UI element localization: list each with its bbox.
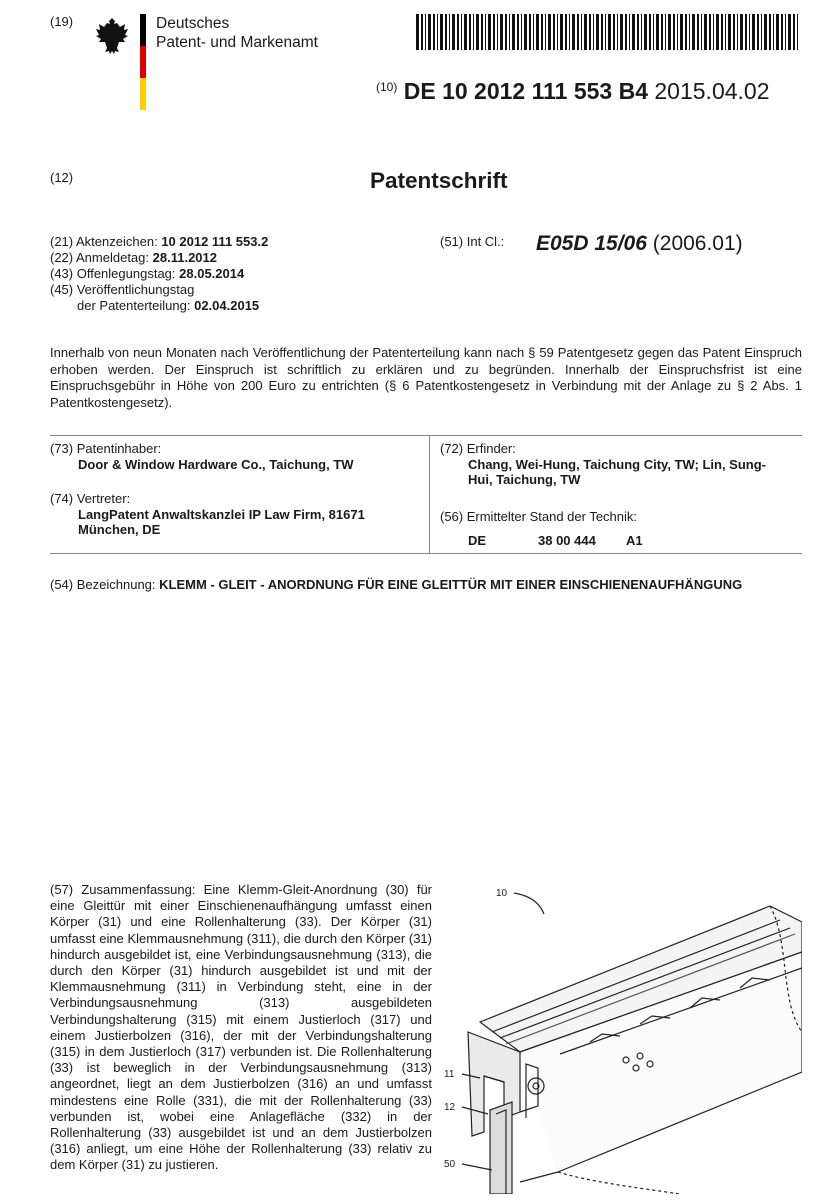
code-19: (19): [50, 14, 74, 29]
prior-art-country: DE: [468, 533, 487, 548]
owner-block: [50, 441, 420, 472]
ref-label-12: 12: [444, 1102, 456, 1113]
flag-red: [140, 46, 146, 78]
int-class-code: E05D 15/06: [536, 232, 647, 255]
prior-art-number: 38 00 444: [538, 533, 596, 548]
doc-code: (10): [376, 80, 398, 94]
table-bottom-rule: [50, 553, 802, 554]
prior-art-label: (56) Ermittelter Stand der Technik:: [440, 509, 638, 524]
inventor-block: [440, 441, 802, 487]
int-class-year: (2006.01): [652, 232, 743, 255]
office-name: [156, 14, 318, 52]
office-line-1: Deutsches: [156, 15, 230, 32]
flag-black: [140, 14, 146, 46]
prior-art-kind: A1: [626, 533, 643, 548]
publication-date: 28.05.2014: [179, 266, 245, 281]
grant-date-label: (45) Veröffentlichungstag: [50, 282, 195, 297]
designation-label: (54) Bezeichnung:: [50, 577, 156, 592]
owner-label: (73) Patentinhaber:: [50, 441, 162, 456]
office-line-2: Patent- und Markenamt: [156, 34, 318, 51]
flag-gold: [140, 78, 146, 110]
ref-label-50: 50: [444, 1159, 456, 1170]
application-number-label: (21) Aktenzeichen:: [50, 234, 158, 249]
doc-number: DE 10 2012 111 553 B4: [403, 78, 648, 104]
grant-date-label-2: der Patenterteilung:: [77, 298, 191, 313]
opposition-notice: Innerhalb von neun Monaten nach Veröffentlichung der Patenterteilung kann nach § 59 Patentgesetz gegen das Patent Einspruch erhoben werden. Der Einspruch ist schriftlich zu erklären und zu begründen. Innerhalb der Einspruchsfrist ist eine Einspruchsgebühr in Höhe von 200 Euro zu entrichten (§ 6 Patentkostengesetz in Verbindung mit der Anlage zu § 2 Abs. 1 Patentkostengesetz).: [50, 345, 802, 410]
grant-date: 02.04.2015: [194, 298, 260, 313]
patent-drawing-figure: [440, 882, 802, 1194]
owner-value: Door & Window Hardware Co., Taichung, TW: [78, 457, 354, 472]
filing-date-label: (22) Anmeldetag:: [50, 250, 150, 265]
representative-value-1: LangPatent Anwaltskanzlei IP Law Firm, 81671: [78, 507, 365, 522]
inventor-label: (72) Erfinder:: [440, 441, 516, 456]
representative-value-2: München, DE: [78, 522, 161, 537]
publication-date-label: (43) Offenlegungstag:: [50, 266, 176, 281]
doc-date: 2015.04.02: [654, 78, 770, 104]
inventor-value-1: Chang, Wei-Hung, Taichung City, TW; Lin, Sung-: [468, 457, 767, 472]
application-number: 10 2012 111 553.2: [161, 234, 269, 249]
representative-label: (74) Vertreter:: [50, 491, 131, 506]
german-flag-bar: [140, 14, 146, 110]
prior-art-entry: [440, 533, 802, 548]
bibliographic-data: [50, 234, 268, 314]
ref-label-10: 10: [496, 888, 508, 899]
abstract-text: (57) Zusammenfassung: Eine Klemm-Gleit-Anordnung (30) für eine Gleittür mit einer Einschienenaufhängung umfasst einen Körper (31) und eine Rollenhalterung (33). Der Körper (31) umfasst eine Klemmausnehmung (311), die durch den Körper (31) hindurch ausgebildet ist, eine Verbindungsausnehmung (313), die durch den Körper (31) hindurch ausgebildet ist und mit der Klemmausnehmung (311) in Verbindung steht, eine in der Verbindungsausnehmung (313) ausgebildeten Verbindungshalterung (315) mit einem Justierloch (317) und einem Justierbolzen (316), der mit der Verbindungshalterung (315) in dem Justierloch (317) verbunden ist. Die Rollenhalterung (33) ist beweglich in der Verbindungsausnehmung (313) angeordnet, liegt an dem Justierbolzen (316) an und umfasst mindestens eine Rolle (331), die mit der Rollenhalterung (33) verbunden ist, wobei eine Anlagefläche (332) in der Rollenhalterung (33) ausgebildet ist und an dem Justierbolzen (316) anliegt, um eine Höhe der Rollenhalterung (33) relativ zu dem Körper (31) zu justieren.: [50, 882, 432, 1173]
code-12: (12): [50, 170, 74, 185]
document-number: [376, 78, 770, 105]
ref-label-11: 11: [444, 1069, 455, 1080]
barcode-icon: [416, 14, 802, 50]
table-top-rule: [50, 435, 802, 436]
prior-art-block: [440, 509, 802, 548]
table-divider: [429, 435, 430, 553]
federal-eagle-logo-icon: [92, 14, 132, 54]
inventor-value-2: Hui, Taichung, TW: [468, 472, 581, 487]
filing-date: 28.11.2012: [152, 250, 217, 265]
document-type: Patentschrift: [370, 168, 508, 193]
designation: [50, 577, 742, 592]
representative-block: [50, 491, 420, 537]
int-class-label: (51) Int Cl.:: [440, 234, 505, 249]
designation-value: KLEMM - GLEIT - ANORDNUNG FÜR EINE GLEITTÜR MIT EINER EINSCHIENENAUFHÄNGUNG: [159, 577, 743, 592]
int-class: [536, 232, 743, 256]
